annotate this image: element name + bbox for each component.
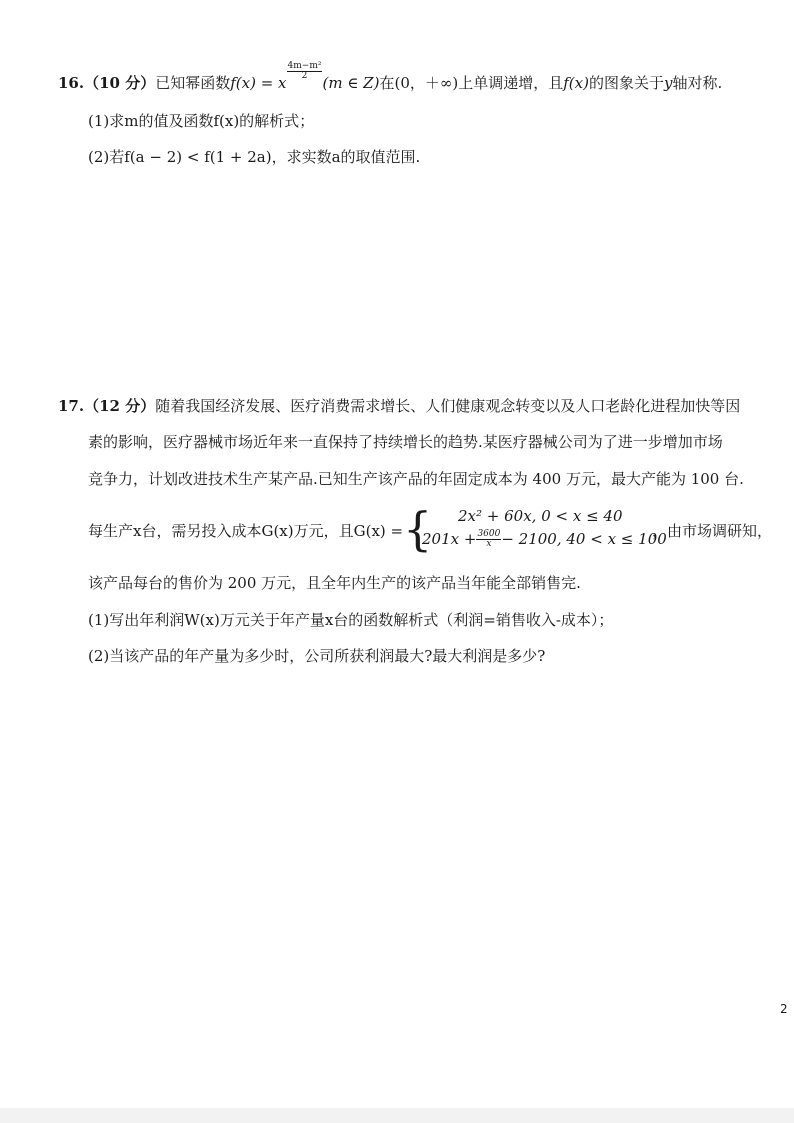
question-17-score: （12 分）	[84, 397, 156, 415]
question-16-text-a: 已知幂函数	[155, 73, 231, 92]
exponent-numerator: 4m−m²	[287, 61, 322, 71]
exponent-denominator: 2	[301, 71, 308, 82]
piecewise-brace: {	[403, 502, 433, 556]
question-17-line-4-lead: 每生产x台，需另投入成本G(x)万元，且G(x) =	[88, 522, 404, 540]
question-17-part-1: (1)写出年利润W(x)万元关于年产量x台的函数解析式（利润=销售收入-成本）；	[88, 611, 614, 629]
question-16-y-var: y	[663, 73, 673, 92]
question-17-number: 17.	[58, 397, 85, 415]
case-2-numerator: 3600	[477, 529, 501, 539]
case-2-part-a: 201x +	[422, 529, 477, 548]
piecewise-case-1: 2x² + 60x, 0 < x ≤ 40	[458, 507, 623, 525]
question-16-stem	[58, 61, 723, 94]
question-16-score: （10 分）	[84, 73, 156, 92]
question-17-line-1	[58, 399, 740, 414]
question-16-text-d: 轴对称.	[672, 73, 723, 92]
question-17-line-3: 竞争力，计划改进技术生产某产品.已知生产该产品的年固定成本为 400 万元，最大产能为 100 台.	[88, 470, 744, 488]
question-16-part-2: (2)若f(a − 2) < f(1 + 2a)，求实数a的取值范围.	[88, 148, 421, 166]
page-number: 2	[780, 1002, 788, 1016]
case-2-fraction	[476, 530, 501, 550]
question-16-exponent	[287, 62, 323, 82]
case-2-part-b: − 2100, 40 < x ≤ 100	[501, 529, 667, 548]
question-16-function: f(x) = x	[230, 73, 287, 92]
case-2-denominator: x	[486, 539, 492, 550]
question-16-condition: (m ∈ Z)	[322, 73, 380, 92]
question-17-line-5: 该产品每台的售价为 200 万元，且全年内生产的该产品当年能全部销售完.	[88, 574, 581, 592]
question-17-line-4-tail: ，由市场调研知，	[652, 522, 773, 540]
page-bottom-strip	[0, 1108, 794, 1123]
question-16-part-1: (1)求m的值及函数f(x)的解析式；	[88, 112, 315, 130]
question-16-number: 16.	[58, 73, 85, 92]
question-16-function-ref: f(x)	[563, 73, 589, 92]
piecewise-case-2	[422, 530, 667, 550]
question-16-text-b: 在(0，＋∞)上单调递增，且	[379, 73, 564, 92]
question-17-part-2: (2)当该产品的年产量为多少时，公司所获利润最大?最大利润是多少?	[88, 647, 546, 665]
question-17-text-1: 随着我国经济发展、医疗消费需求增长、人们健康观念转变以及人口老龄化进程加快等因	[155, 397, 741, 415]
question-16-text-c: 的图象关于	[588, 73, 664, 92]
question-17-line-2: 素的影响，医疗器械市场近年来一直保持了持续增长的趋势.某医疗器械公司为了进一步增加市场	[88, 433, 723, 451]
